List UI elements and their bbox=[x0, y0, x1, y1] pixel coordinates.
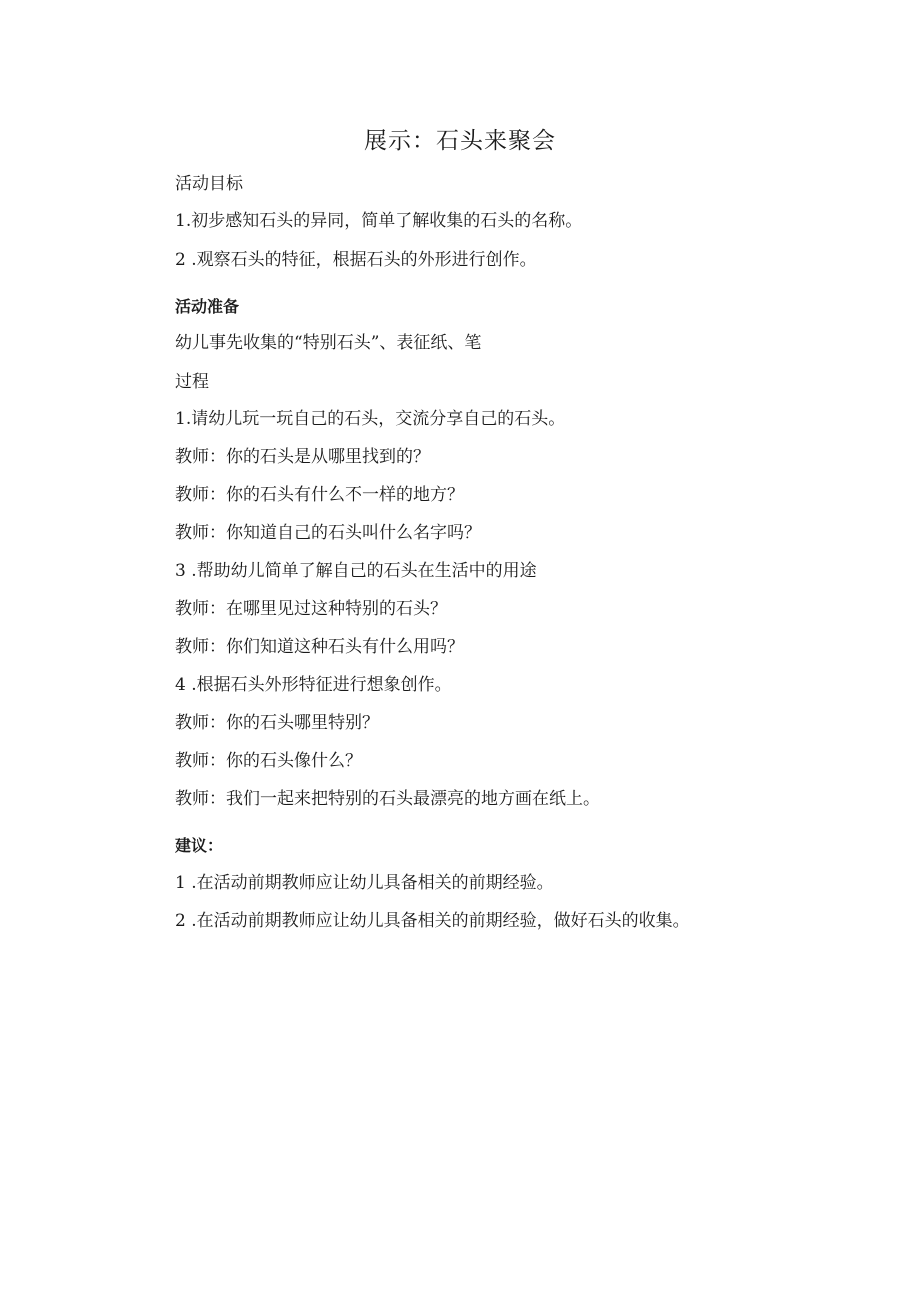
preparation-text: 幼儿事先收集的“特别石头”、表征纸、笔 bbox=[175, 333, 482, 353]
suggestion-item-2: 2 .在活动前期教师应让幼儿具备相关的前期经验，做好石头的收集。 bbox=[175, 911, 690, 931]
process-line: 教师：你的石头哪里特别？ bbox=[175, 713, 379, 733]
process-line: 教师：你知道自己的石头叫什么名字吗？ bbox=[175, 523, 481, 543]
process-line: 1.请幼儿玩一玩自己的石头，交流分享自己的石头。 bbox=[175, 409, 566, 429]
suggestions-heading: 建议： bbox=[175, 836, 224, 855]
goal-item-1: 1.初步感知石头的异同，简单了解收集的石头的名称。 bbox=[175, 211, 583, 231]
process-line: 4 .根据石头外形特征进行想象创作。 bbox=[175, 675, 452, 695]
process-line: 教师：我们一起来把特别的石头最漂亮的地方画在纸上。 bbox=[175, 789, 600, 809]
suggestion-item-1: 1 .在活动前期教师应让幼儿具备相关的前期经验。 bbox=[175, 873, 554, 893]
process-line: 教师：你的石头是从哪里找到的？ bbox=[175, 447, 430, 467]
process-heading: 过程 bbox=[175, 372, 209, 392]
goal-item-2: 2 .观察石头的特征，根据石头的外形进行创作。 bbox=[175, 250, 537, 270]
page-title: 展示：石头来聚会 bbox=[364, 128, 556, 154]
process-line: 教师：在哪里见过这种特别的石头？ bbox=[175, 599, 447, 619]
process-line: 3 .帮助幼儿简单了解自己的石头在生活中的用途 bbox=[175, 561, 537, 581]
goals-heading: 活动目标 bbox=[175, 174, 243, 194]
process-line: 教师：你们知道这种石头有什么用吗？ bbox=[175, 637, 464, 657]
process-line: 教师：你的石头有什么不一样的地方？ bbox=[175, 485, 464, 505]
process-line: 教师：你的石头像什么？ bbox=[175, 751, 362, 771]
preparation-heading: 活动准备 bbox=[175, 297, 240, 316]
